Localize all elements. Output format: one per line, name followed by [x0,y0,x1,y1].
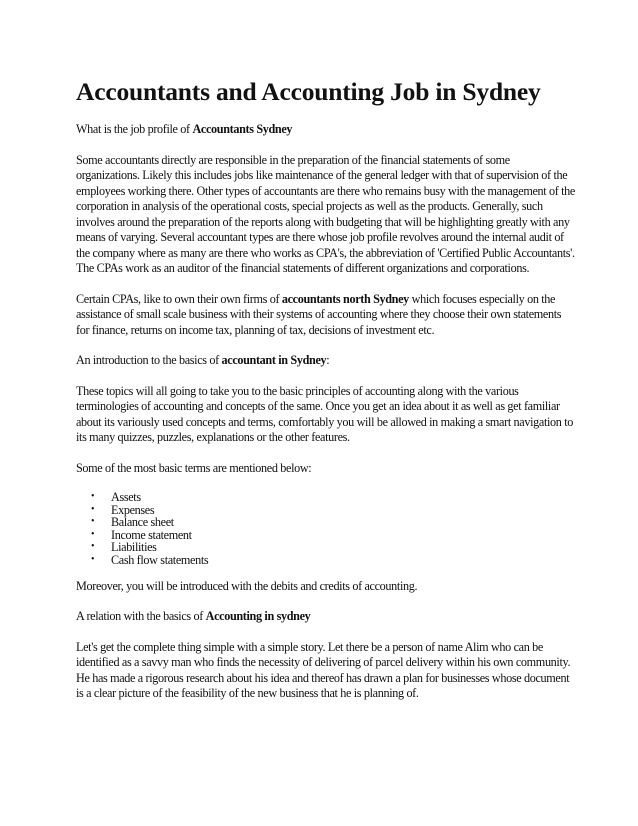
list-item [91,502,576,517]
relation-heading-text: A relation with the basics of [76,609,206,624]
terms-intro: Some of the most basic terms are mentioned below: [76,460,312,475]
list-item [91,490,576,504]
basics-introduction-colon: : [326,353,330,367]
topics-paragraph: These topics will all going to take you to the basic principles of accounting along with the various terminologies of accounting and concepts of the same. Once you get an idea about it as well as get familiar about its variously used concepts and terms, comfortably you will be allowed in making a smart navigation to its many quizzes, puzzles, explanations or the other features. [76,383,573,444]
list-item-label: Liabilities [111,540,157,555]
document-page [76,76,576,717]
bullet-icon: • [91,516,95,528]
terms-list [76,491,576,567]
list-item [91,552,576,567]
relation-heading-keyword: Accounting in sydney [205,609,311,624]
bullet-icon: • [91,541,95,553]
basics-introduction-keyword: accountant in Sydney [221,353,327,367]
debits-credits-paragraph: Moreover, you will be introduced with the debits and credits of accounting. [76,578,418,593]
cpa-firms-paragraph [76,292,576,339]
document-title: Accountants and Accounting Job in Sydney [76,77,541,106]
list-item-label: Balance sheet [111,515,174,530]
list-item-label: Cash flow statements [111,552,209,567]
cpa-firms-text-after: which focuses especially on the assistance of small scale business with their systems of accounting where they choose their own statements for finance, returns on income tax, planning of tax, decisions of investment etc. [76,291,562,337]
list-item-label: Expenses [111,502,155,517]
story-paragraph: Let's get the complete thing simple with a simple story. Let there be a person of name Alim who can be identified as a savvy man who finds the necessity of delivering of parcel delivery within his own community. He has made a rigorous research about his idea and thereof has drawn a plan for businesses whose document is a clear picture of the feasibility of the new business that he is planning of. [76,639,571,701]
list-item-label: Income statement [111,527,192,542]
accountant-duties-paragraph: Some accountants directly are responsible in the preparation of the financial statements of some organizations. Likely this includes jobs like maintenance of the general ledger with that of supervision of the employees working there. Other types of accountants are there who remains busy with the management of the corporation in analysis of the operational costs, special projects as well as the products. Generally, such involves around the preparation of the reports along with budgeting that will be highlighting greatly with any means of varying. Several accountant types are there whose job profile revolves around the internal audit of the company where as many are there who works as CPA's, the abbreviation of 'Certified Public Accountants'. The CPAs work as an auditor of the financial statements of different organizations and corporations. [76,152,575,275]
list-item-label: Assets [111,490,141,504]
cpa-firms-text-before: Certain CPAs, like to own their own firms of [76,291,282,306]
bullet-icon: • [91,553,95,565]
list-item [91,527,576,542]
relation-heading [76,609,576,625]
cpa-firms-keyword: accountants north Sydney [281,291,409,306]
bullet-icon: • [91,491,95,502]
bullet-icon: • [91,528,95,540]
bullet-icon: • [91,503,95,515]
job-profile-question-text: What is the job profile of [76,122,193,136]
job-profile-question [76,122,576,138]
basics-introduction-text: An introduction to the basics of [76,353,222,367]
job-profile-keyword: Accountants Sydney [192,122,293,136]
basics-introduction-heading [76,353,576,369]
